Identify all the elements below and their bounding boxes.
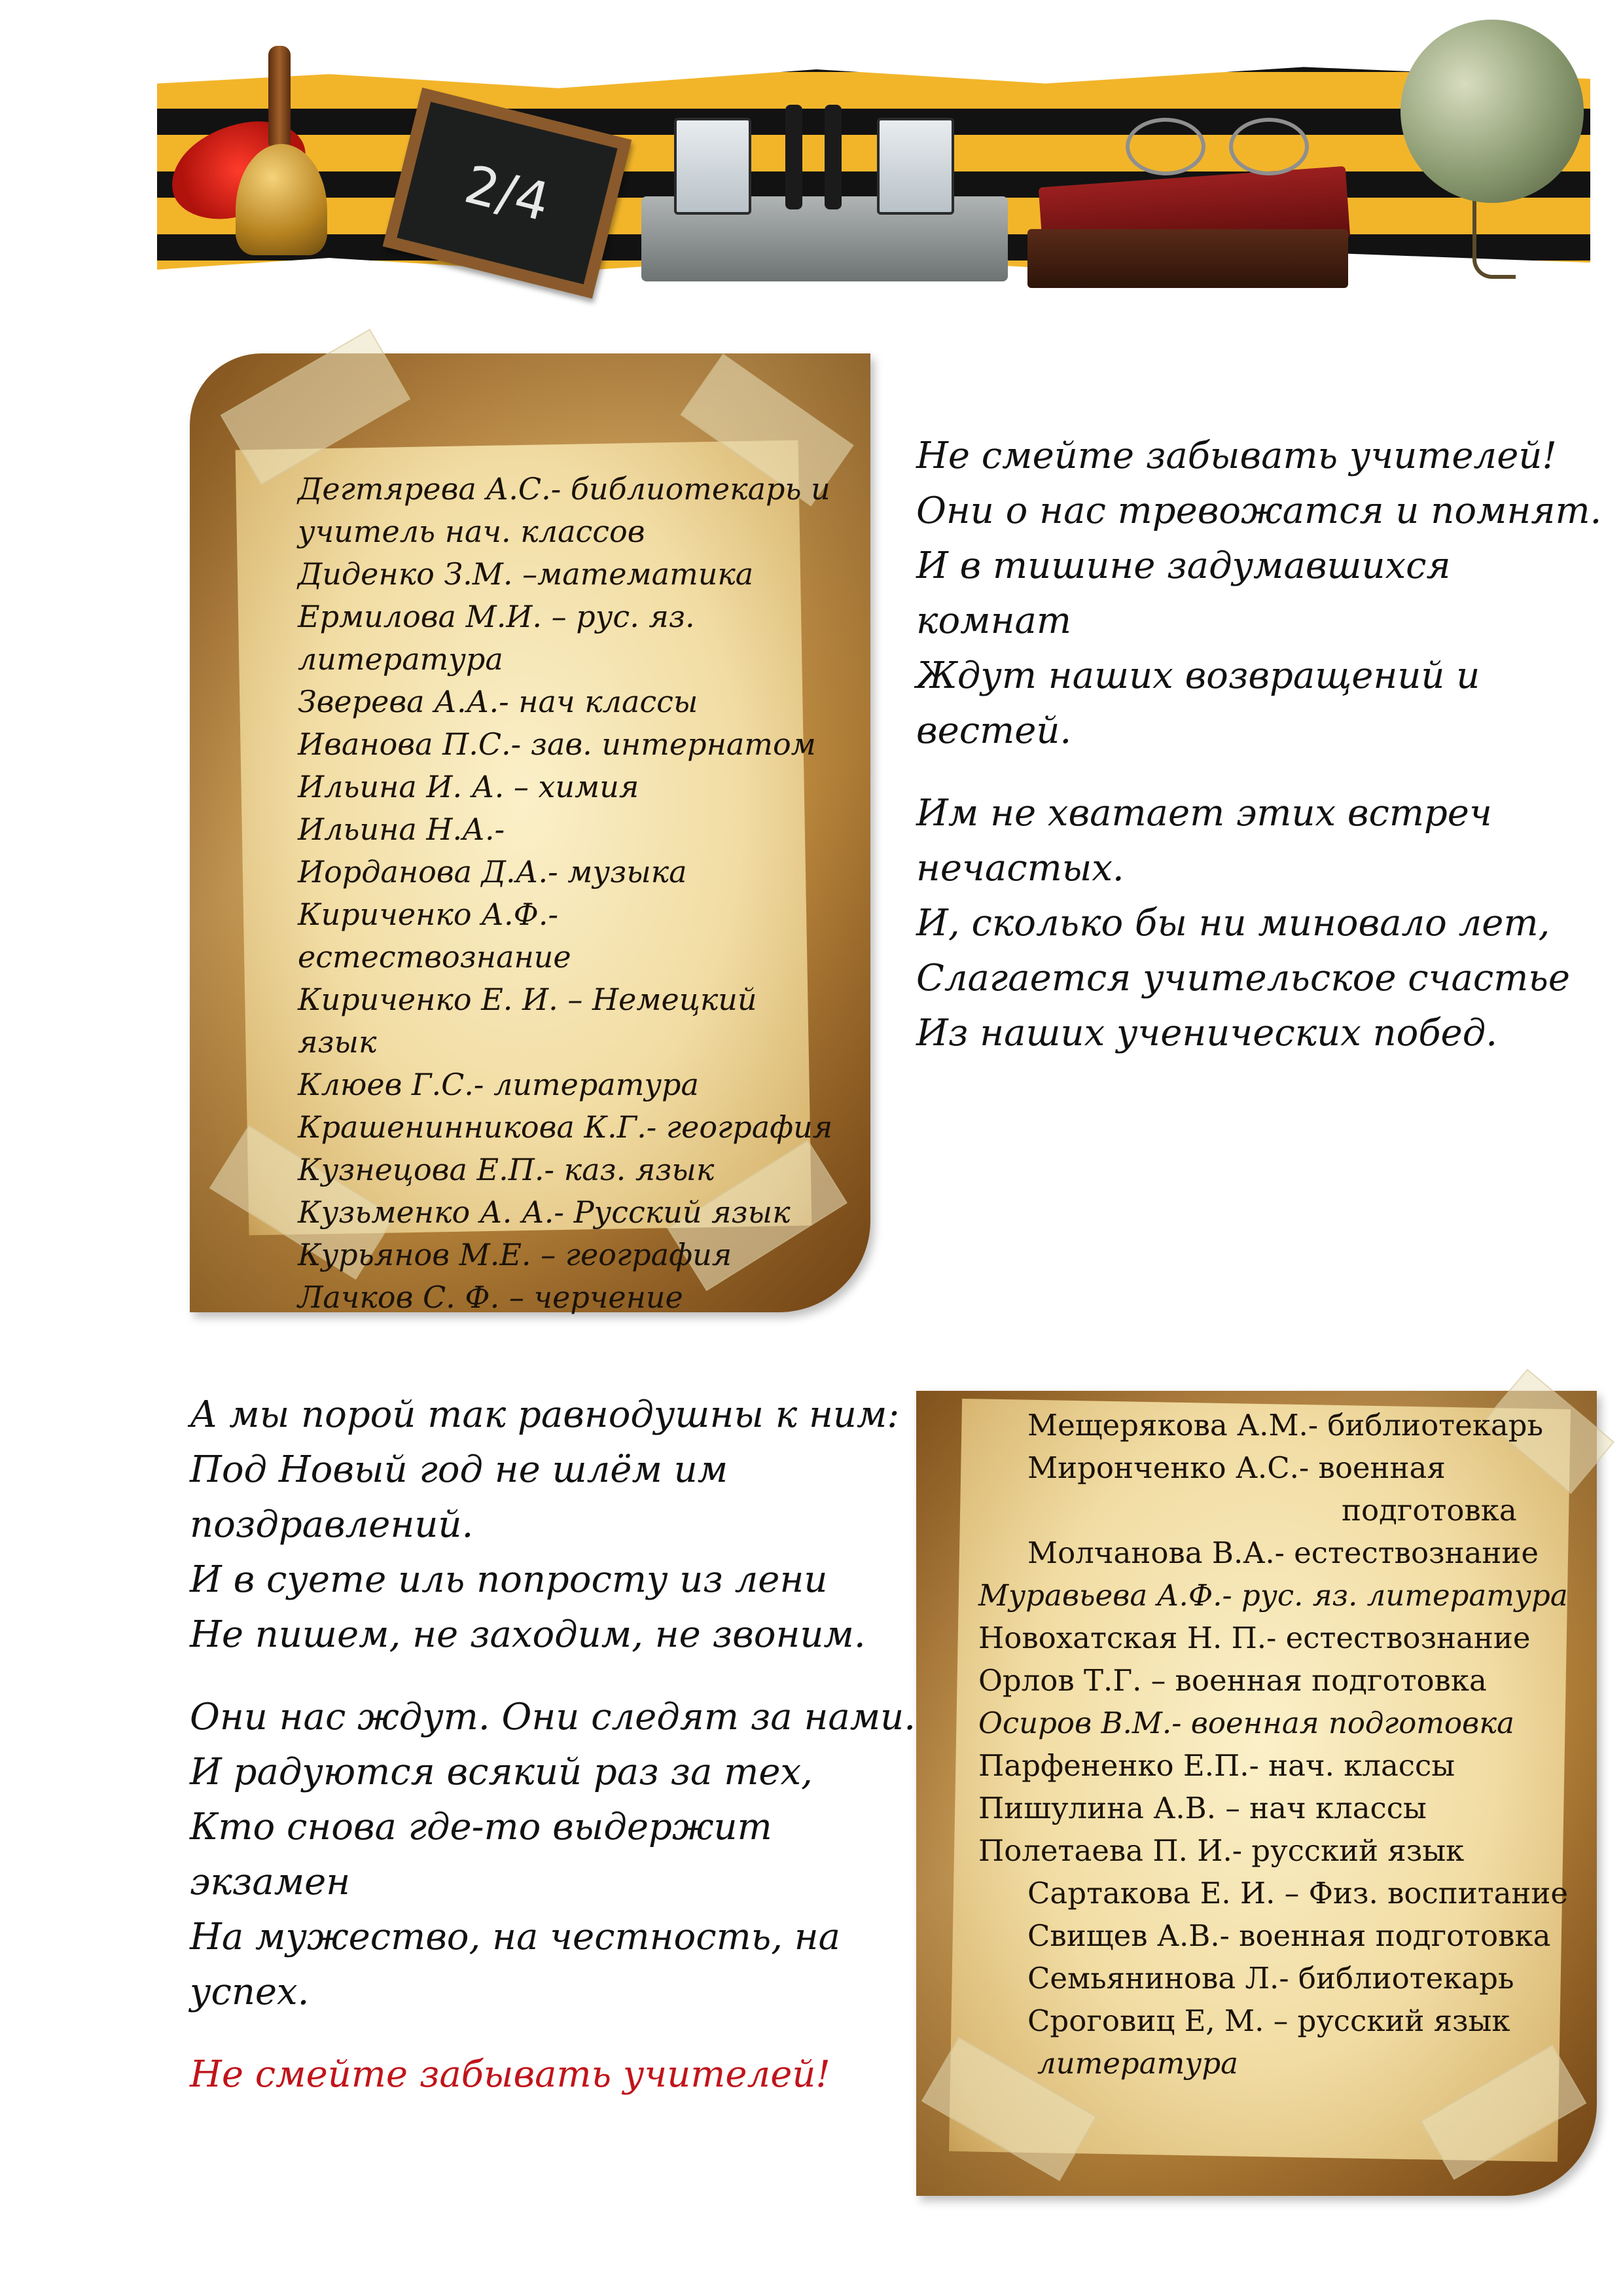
pen-holder bbox=[825, 105, 842, 209]
list-item: Кузнецова Е.П.- каз. язык bbox=[298, 1152, 715, 1187]
teachers-list-1 bbox=[298, 468, 834, 1319]
header-banner bbox=[157, 20, 1590, 295]
list-item: Полетаева П. И.- русский язык bbox=[978, 1833, 1465, 1868]
list-item: подготовка bbox=[1342, 1493, 1517, 1528]
list-item: Свищев А.В.- военная подготовка bbox=[1027, 1918, 1551, 1953]
list-item: Диденко З.М. –математика bbox=[298, 556, 754, 592]
list-item: Орлов Т.Г. – военная подготовка bbox=[978, 1663, 1487, 1698]
poem-line: И в тишине задумавшихся комнат bbox=[916, 545, 1451, 642]
poem-line: поздравлений. bbox=[190, 1503, 474, 1546]
list-item: Ильина Н.А.- bbox=[298, 812, 505, 847]
poem-line: нечастых. bbox=[916, 847, 1124, 889]
list-item: Муравьева А.Ф.- рус. яз. литература bbox=[978, 1578, 1568, 1613]
glasses-icon bbox=[1126, 118, 1309, 177]
poem-line: Им не хватает этих встреч bbox=[916, 792, 1492, 834]
poem-line: И радуются всякий раз за тех, bbox=[190, 1751, 813, 1793]
list-item: литература bbox=[1037, 2046, 1238, 2081]
book-bottom bbox=[1027, 229, 1348, 288]
globe-stand bbox=[1472, 196, 1516, 279]
poem-line: Кто снова где-то выдержит экзамен bbox=[190, 1806, 772, 1903]
inkwell-left bbox=[674, 118, 751, 215]
poem-line: Они нас ждут. Они следят за нами. bbox=[190, 1696, 916, 1738]
list-item: Курьянов М.Е. – география bbox=[298, 1237, 732, 1272]
poem-line: И в суете иль попросту из лени bbox=[190, 1558, 828, 1601]
poem-part-1 bbox=[916, 429, 1610, 1088]
poem-line: успех. bbox=[190, 1971, 310, 2013]
list-item: Дегтярева А.С.- библиотекарь и bbox=[298, 471, 830, 507]
list-item: Крашенинникова К.Г.- география bbox=[298, 1109, 833, 1145]
list-item: литература bbox=[298, 641, 503, 677]
list-item: Иванова П.С.- зав. интернатом bbox=[298, 726, 816, 762]
poem-line: И, сколько бы ни миновало лет, bbox=[916, 902, 1550, 944]
list-item: Клюев Г.С.- литература bbox=[298, 1067, 699, 1102]
list-item: Иорданова Д.А.- музыка bbox=[298, 854, 687, 889]
list-item: Осиров В.М.- военная подготовка bbox=[978, 1706, 1514, 1740]
poem-line: Под Новый год не шлём им bbox=[190, 1448, 728, 1491]
poem-line: Не смейте забывать учителей! bbox=[916, 435, 1557, 477]
list-item: Кириченко А.Ф.- естествознание bbox=[298, 897, 571, 975]
list-item: Пишулина А.В. – нач классы bbox=[978, 1791, 1427, 1825]
poem-stanza-1 bbox=[916, 429, 1610, 759]
pen-holder bbox=[785, 105, 802, 209]
poem-stanza-2 bbox=[916, 786, 1610, 1061]
list-item: Ермилова М.И. – рус. яз. bbox=[298, 599, 695, 634]
list-item: Сроговиц Е, М. – русский язык bbox=[1027, 2003, 1510, 2038]
poem-line: Не пишем, не заходим, не звоним. bbox=[190, 1613, 866, 1656]
list-item: учитель нач. классов bbox=[298, 514, 645, 549]
list-item: Сартакова Е. И. – Физ. воспитание bbox=[1027, 1876, 1569, 1910]
poem-line: Слагается учительское счастье bbox=[916, 957, 1570, 999]
list-item: Ильина И. А. – химия bbox=[298, 769, 639, 804]
list-item: Мещерякова А.М.- библиотекарь bbox=[1027, 1408, 1543, 1443]
poem-part-2 bbox=[190, 1388, 923, 2102]
poem-line: Ждут наших возвращений и вестей. bbox=[916, 655, 1480, 752]
list-item: Кузьменко А. А.- Русский язык bbox=[298, 1194, 791, 1230]
list-item: Молчанова В.А.- естествознание bbox=[1027, 1535, 1539, 1570]
poem-line: А мы порой так равнодушны к ним: bbox=[190, 1393, 900, 1436]
list-item: Лачков С. Ф. – черчение bbox=[298, 1280, 683, 1315]
inkwell-right bbox=[877, 118, 954, 215]
bell-handle bbox=[268, 46, 291, 151]
list-item: Зверева А.А.- нач классы bbox=[298, 684, 698, 719]
poem-stanza-4 bbox=[190, 1690, 923, 2020]
list-item: Миронченко А.С.- военная bbox=[1027, 1450, 1446, 1485]
list-item: Парфененко Е.П.- нач. классы bbox=[978, 1748, 1455, 1783]
list-item: Семьянинова Л.- библиотекарь bbox=[1027, 1961, 1514, 1996]
poem-line: На мужество, на честность, на bbox=[190, 1916, 841, 1958]
teachers-list-2 bbox=[978, 1404, 1580, 2085]
poem-stanza-3 bbox=[190, 1388, 923, 1662]
parchment-teachers-1 bbox=[190, 353, 870, 1315]
parchment-teachers-2 bbox=[916, 1391, 1597, 2196]
poem-line: Из наших ученических побед. bbox=[916, 1012, 1497, 1054]
poem-closing-line: Не смейте забывать учителей! bbox=[190, 2053, 830, 2096]
slate-writing: 2/4 bbox=[397, 102, 617, 285]
poem-line: Они о нас тревожатся и помнят. bbox=[916, 490, 1602, 532]
list-item: Кириченко Е. И. – Немецкий язык bbox=[298, 982, 757, 1060]
globe-icon bbox=[1400, 20, 1584, 203]
list-item: Новохатская Н. П.- естествознание bbox=[978, 1621, 1531, 1655]
